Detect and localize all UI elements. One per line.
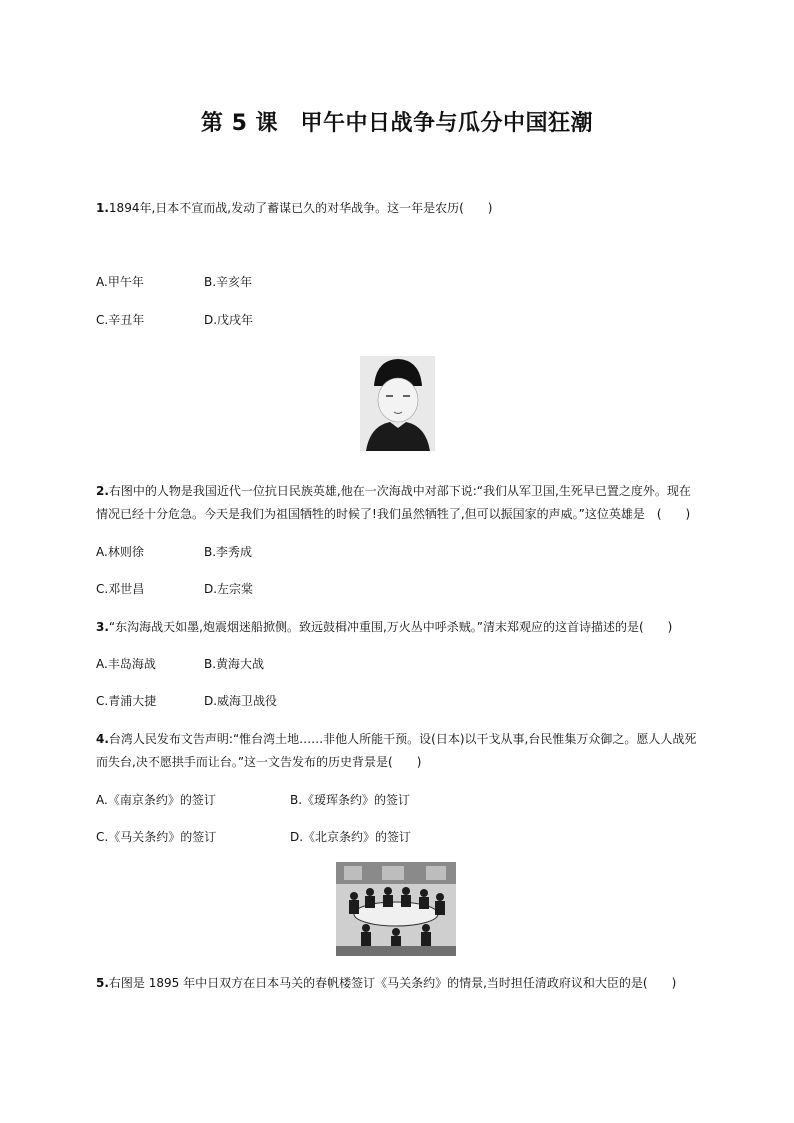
question-3-number: 3. <box>96 620 109 634</box>
question-4-line-2: 而失台,决不愿拱手而让台。”这一文告发布的历史背景是( ) <box>96 755 422 769</box>
portrait-illustration <box>360 356 435 451</box>
question-1-option-b: B.辛亥年 <box>204 275 253 289</box>
question-4-text-1: 台湾人民发布文告声明:“惟台湾土地……非他人所能干预。设(日本)以干戈从事,台民惟集万众御之。愿人人战死 <box>108 732 697 746</box>
question-5-text: 右图是 1895 年中日双方在日本马关的春帆楼签订《马关条约》的情景,当时担任清政府议和大臣的是( ) <box>108 976 677 990</box>
question-3-option-a: A.丰岛海战 <box>96 657 156 671</box>
question-4-option-c: C.《马关条约》的签订 <box>96 830 217 844</box>
question-3-option-d: D.威海卫战役 <box>204 694 278 708</box>
question-2-line-1 <box>96 484 691 498</box>
question-4-option-a: A.《南京条约》的签订 <box>96 793 216 807</box>
question-3-text: “东沟海战天如墨,炮震烟迷船掀侧。致远鼓楫冲重围,万火丛中呼杀贼。”清末郑观应的这首诗描述的是( ) <box>108 620 673 634</box>
question-2-line-2: 情况已经十分危急。今天是我们为祖国牺牲的时候了!我们虽然牺牲了,但可以振国家的声威。”这位英雄是 ( ) <box>96 507 691 521</box>
question-1-line-1 <box>96 201 492 215</box>
question-5-number: 5. <box>96 976 109 990</box>
question-2-number: 2. <box>96 484 109 498</box>
question-4-option-d: D.《北京条约》的签订 <box>290 830 412 844</box>
question-2-text-1: 右图中的人物是我国近代一位抗日民族英雄,他在一次海战中对部下说:“我们从军卫国,生死早已置之度外。现在 <box>108 484 691 498</box>
portrait-photo <box>360 356 435 451</box>
page-title: 第 5 课 甲午中日战争与瓜分中国狂潮 <box>200 111 594 136</box>
question-1-option-a: A.甲午年 <box>96 275 144 289</box>
question-2-option-b: B.李秀成 <box>204 545 253 559</box>
question-2-option-d: D.左宗棠 <box>204 582 254 596</box>
question-3-option-c: C.青浦大捷 <box>96 694 157 708</box>
question-2-option-a: A.林则徐 <box>96 545 144 559</box>
question-4-number: 4. <box>96 732 109 746</box>
question-4-line-1 <box>96 732 696 746</box>
question-3-option-b: B.黄海大战 <box>204 657 265 671</box>
question-1-number: 1. <box>96 201 109 215</box>
treaty-signing-illustration <box>336 862 456 956</box>
treaty-signing-photo <box>336 862 456 956</box>
question-1-text: 1894年,日本不宣而战,发动了蓄谋已久的对华战争。这一年是农历( ) <box>108 201 493 215</box>
question-1-option-c: C.辛丑年 <box>96 313 145 327</box>
question-2-option-c: C.邓世昌 <box>96 582 145 596</box>
question-3-line-1 <box>96 620 672 634</box>
question-5-line-1 <box>96 976 676 990</box>
question-4-option-b: B.《瑷珲条约》的签订 <box>290 793 411 807</box>
question-1-option-d: D.戊戌年 <box>204 313 254 327</box>
